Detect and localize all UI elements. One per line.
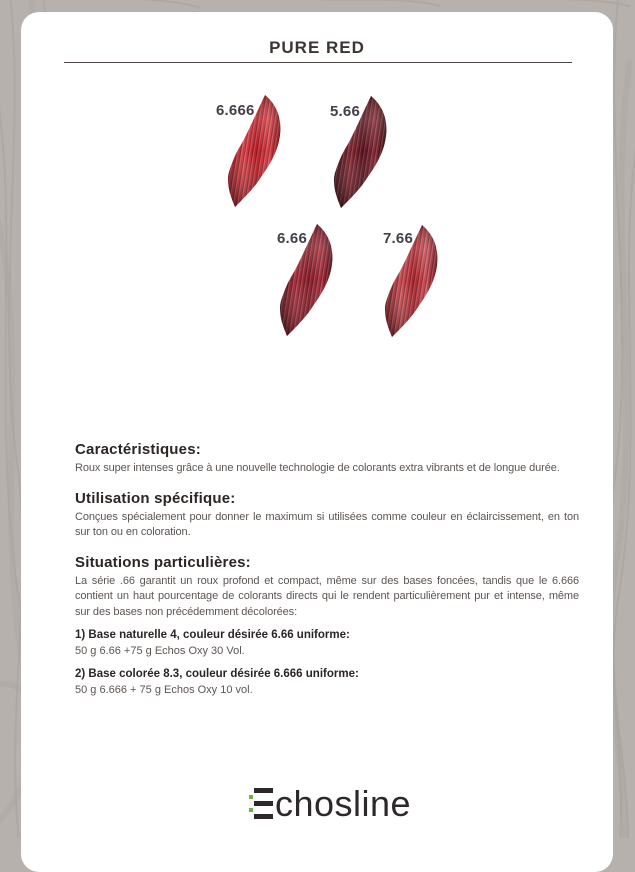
section-heading-caracteristiques: Caractéristiques: [75, 441, 201, 458]
section-body-caracteristiques: Roux super intenses grâce à une nouvelle technologie de colorants extra vibrants et de longue durée. [75, 462, 560, 475]
swatch-6666 [215, 93, 311, 215]
swatch-label: 6.66 [277, 230, 307, 247]
section-body-utilisation: Conçues spécialement pour donner le maximum si utilisées comme couleur en éclaircissement, en ton sur ton ou en coloration. [75, 510, 579, 539]
content-card [21, 12, 613, 872]
title-rule [64, 62, 572, 63]
logo-wordmark: chosline [275, 783, 412, 825]
swatch-566 [326, 94, 422, 216]
swatch-766 [377, 223, 473, 345]
recipe-formula-2: 50 g 6.666 + 75 g Echos Oxy 10 vol. [75, 684, 253, 697]
echosline-e-icon [249, 788, 273, 819]
swatch-666 [272, 222, 368, 344]
swatch-label: 5.66 [330, 103, 360, 120]
swatch-label: 6.666 [216, 102, 255, 119]
brand-logo [249, 783, 412, 825]
section-heading-situations: Situations particulières: [75, 553, 251, 571]
recipe-title-1: 1) Base naturelle 4, couleur désirée 6.66 uniforme: [75, 629, 350, 642]
recipe-title-2: 2) Base colorée 8.3, couleur désirée 6.666 uniforme: [75, 668, 359, 681]
section-body-situations: La série .66 garantit un roux profond et compact, même sur des bases foncées, tandis que le 6.666 contient un haut pourcentage de colorants directs qui le rendent particulièrement pur et intense, même sur des bases non précédemment décolorées: [75, 574, 579, 618]
section-heading-utilisation: Utilisation spécifique: [75, 489, 236, 507]
text-column [75, 441, 579, 699]
recipe-formula-1: 50 g 6.66 +75 g Echos Oxy 30 Vol. [75, 645, 245, 658]
page-title: PURE RED [269, 38, 365, 57]
swatch-label: 7.66 [383, 230, 413, 247]
